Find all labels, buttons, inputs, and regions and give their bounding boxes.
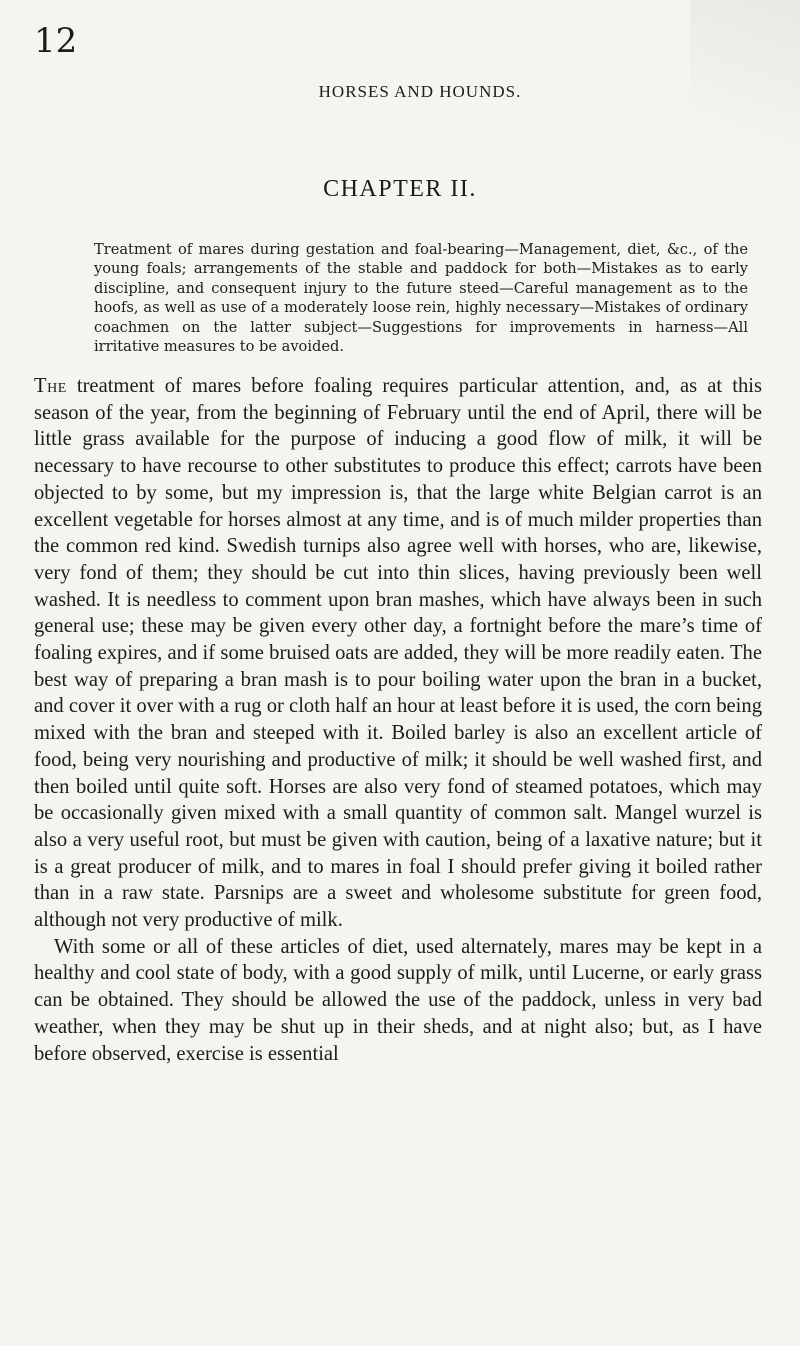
paragraph (34, 934, 762, 1068)
running-head: HORSES AND HOUNDS. (318, 82, 522, 101)
paragraph (34, 373, 762, 934)
paragraph-text: With some or all of these articles of diet, used alternately, mares may be kept in a healthy and cool state of body, with a good supply of milk, until Lucerne, or early grass can be obtained. They should be allowed the use of the paddock, unless in very bad weather, when they may be shut up in their sheds, and at night also; but, as I have before observed, exercise is essential (34, 935, 762, 1065)
chapter-summary-text: Treatment of mares during gestation and foal-bearing—Management, diet, &c., of the young foals; arrangements of the stable and paddock for both—Mistakes as to early discipline, and consequent injury to the future steed—Careful management as to the hoofs, as well as use of a moderately loose rein, highly necessary—Mistakes of ordinary coachmen on the latter subject—Suggestions for improvements in harness—All irritative measures to be avoided. (94, 241, 748, 356)
chapter-title: CHAPTER II. (323, 176, 477, 202)
page-number: 12 (34, 21, 78, 61)
paragraph-text: treatment of mares before foaling requires particular attention, and, as at this season of the year, from the beginning of February until the end of April, there will be little grass available for the purpose of inducing a good flow of milk, it will be necessary to have recourse to other substitutes to produce this effect; carrots have been objected to by some, but my impression is, that the large white Belgian carrot is an excellent vegetable for horses almost at any time, and is of much milder properties than the common red kind. Swedish turnips also agree well with horses, who are, likewise, very fond of them; they should be cut into thin slices, having previously been well washed. It is needless to comment upon bran mashes, which have always been in such general use; these may be given every other day, a fortnight before the mare’s time of foaling expires, and if some bruised oats are added, they will be more readily eaten. The best way of preparing a bran mash is to pour boiling water upon the bran in a bucket, and cover it over with a rug or cloth half an hour at least before it is used, the corn being mixed with the bran and steeped with it. Boiled barley is also an excellent article of food, being very nourishing and productive of milk; it should be well washed first, and then boiled until quite soft. Horses are also very fond of steamed potatoes, which may be occasionally given mixed with a small quantity of common salt. Mangel wurzel is also a very useful root, but must be given with caution, being of a laxative nature; but it is a great producer of milk, and to mares in foal I should prefer giving it boiled rather than in a raw state. Parsnips are a sweet and wholesome substitute for green food, although not very productive of milk. (34, 375, 762, 932)
body-text (34, 373, 762, 1067)
paragraph-lead-word: The (34, 375, 67, 397)
chapter-summary (94, 240, 748, 356)
